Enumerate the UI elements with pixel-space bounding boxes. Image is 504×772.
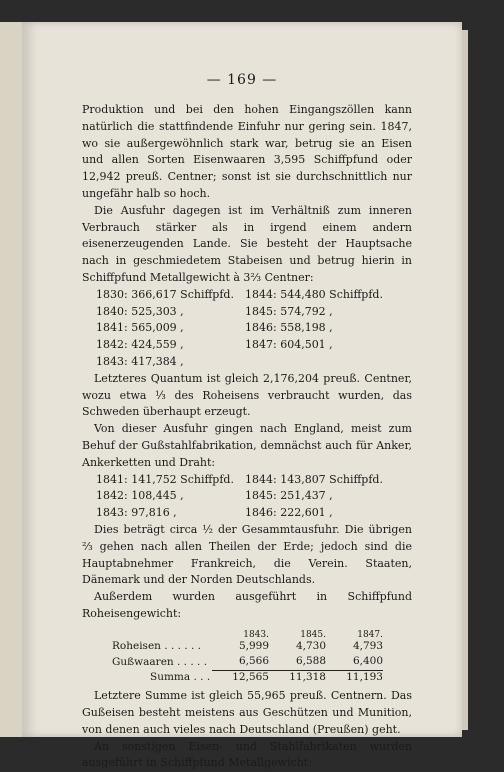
sum-value: 12,565 (232, 671, 269, 684)
export-value-left: 1843: 417,384 , (96, 354, 184, 368)
cell-value: 6,400 (326, 653, 383, 671)
england-value-right: 1845: 251,437 , (245, 489, 333, 503)
england-value-right: 1846: 222,601 , (245, 506, 333, 520)
sum-value: 11,318 (289, 671, 326, 684)
final-paragraph: An sonstigen Eisen- und Stahlfabrikaten wurden ausgeführt in Schiffpfund Metallgewicht: (82, 739, 412, 770)
england-value-left: 1841: 141,752 Schiffpfd. (96, 472, 234, 486)
sum-paragraph: Letztere Summe ist gleich 55,965 preuß. Centnern. Das Gußeisen besteht meistens aus Geschützen und Munition, von denen auch vieles nach Deutschland (Preußen) geht. (82, 689, 412, 736)
page-body (82, 102, 412, 772)
export-value-left: 1840: 525,303 , (96, 304, 184, 318)
export-row (82, 337, 412, 354)
row-label: Gußwaaren . . . . . (112, 655, 208, 668)
export-figures (82, 287, 412, 371)
england-paragraph: Von dieser Ausfuhr gingen nach England, meist zum Behuf der Gußstahlfabrikation, demnächst auch für Anker, Ankerketten und Draht: (82, 422, 412, 469)
export-value-right: 1846: 558,198 , (245, 321, 333, 335)
export-row (82, 304, 412, 321)
also-exported-paragraph: Außerdem wurden ausgeführt in Schiffpfund Roheisengewicht: (82, 590, 412, 620)
page-number: — 169 — (206, 72, 278, 88)
export-value-right: 1847: 604,501 , (245, 338, 333, 352)
facing-page-edge (0, 22, 23, 737)
export-value-left: 1841: 565,009 , (96, 321, 184, 335)
remaining-paragraph: Dies beträgt circa ½ der Gesammtausfuhr. Die übrigen ⅔ gehen nach allen Theilen der Erde; jedoch sind die Hauptabnehmer Frankreich, die Verein. Staaten, Dänemark und der Norden Deutschlands. (82, 522, 412, 587)
export-paragraph: Die Ausfuhr dagegen ist im Verhältniß zum inneren Verbrauch stärker als in irgend einem andern eisenerzeugenden Lande. Sie besteht der Hauptsache nach in geschmiedetem Stabeisen und betrug hierin in Schiffpfund Metallgewicht à 3⅔ Centner: (82, 203, 412, 284)
export-value-right: 1845: 574,792 , (245, 304, 333, 318)
export-value-left: 1830: 366,617 Schiffpfd. (96, 287, 234, 301)
export-table (82, 627, 412, 687)
export-value-left: 1842: 424,559 , (96, 338, 184, 352)
england-row (82, 472, 412, 489)
book-page (22, 22, 462, 770)
export-value-right (245, 354, 405, 371)
sum-label: Summa . . . (150, 671, 211, 684)
export-row (82, 287, 412, 304)
row-label: Roheisen . . . . . . (112, 640, 201, 653)
england-value-left: 1843: 97,816 , (96, 506, 177, 520)
intro-paragraph: Produktion und bei den hohen Eingangszöllen kann natürlich die stattfindende Einfuhr nur gering sein. 1847, wo sie außergewöhnlich stark war, betrug sie an Eisen und allen Sorten Eisenwaaren 3,595 Schiffpfund oder 12,942 preuß. Centner; sonst ist sie durchschnittlich nur ungefähr halb so hoch. (82, 103, 412, 200)
england-value-right: 1844: 143,807 Schiffpfd. (245, 472, 383, 486)
table-sum-row (82, 671, 412, 687)
england-value-left: 1842: 108,445 , (96, 489, 184, 503)
england-figures (82, 472, 412, 522)
table-row (82, 655, 412, 671)
export-value-right: 1844: 544,480 Schiffpfd. (245, 287, 383, 301)
year-header: 1845. (300, 629, 326, 640)
cell-value: 4,730 (295, 640, 326, 653)
england-row (82, 505, 412, 522)
cell-value: 5,999 (238, 640, 269, 653)
cell-value: 6,588 (269, 653, 326, 671)
year-header: 1847. (357, 629, 383, 640)
export-row (82, 354, 412, 371)
export-row (82, 320, 412, 337)
year-header: 1843. (243, 629, 269, 640)
sum-value: 11,193 (346, 671, 383, 684)
quantum-paragraph: Letzteres Quantum ist gleich 2,176,204 preuß. Centner, wozu etwa ⅓ des Roheisens verbraucht wurden, das Schweden überhaupt erzeugt. (82, 371, 412, 419)
england-row (82, 488, 412, 505)
cell-value: 4,793 (352, 640, 383, 653)
cell-value: 6,566 (212, 653, 269, 671)
